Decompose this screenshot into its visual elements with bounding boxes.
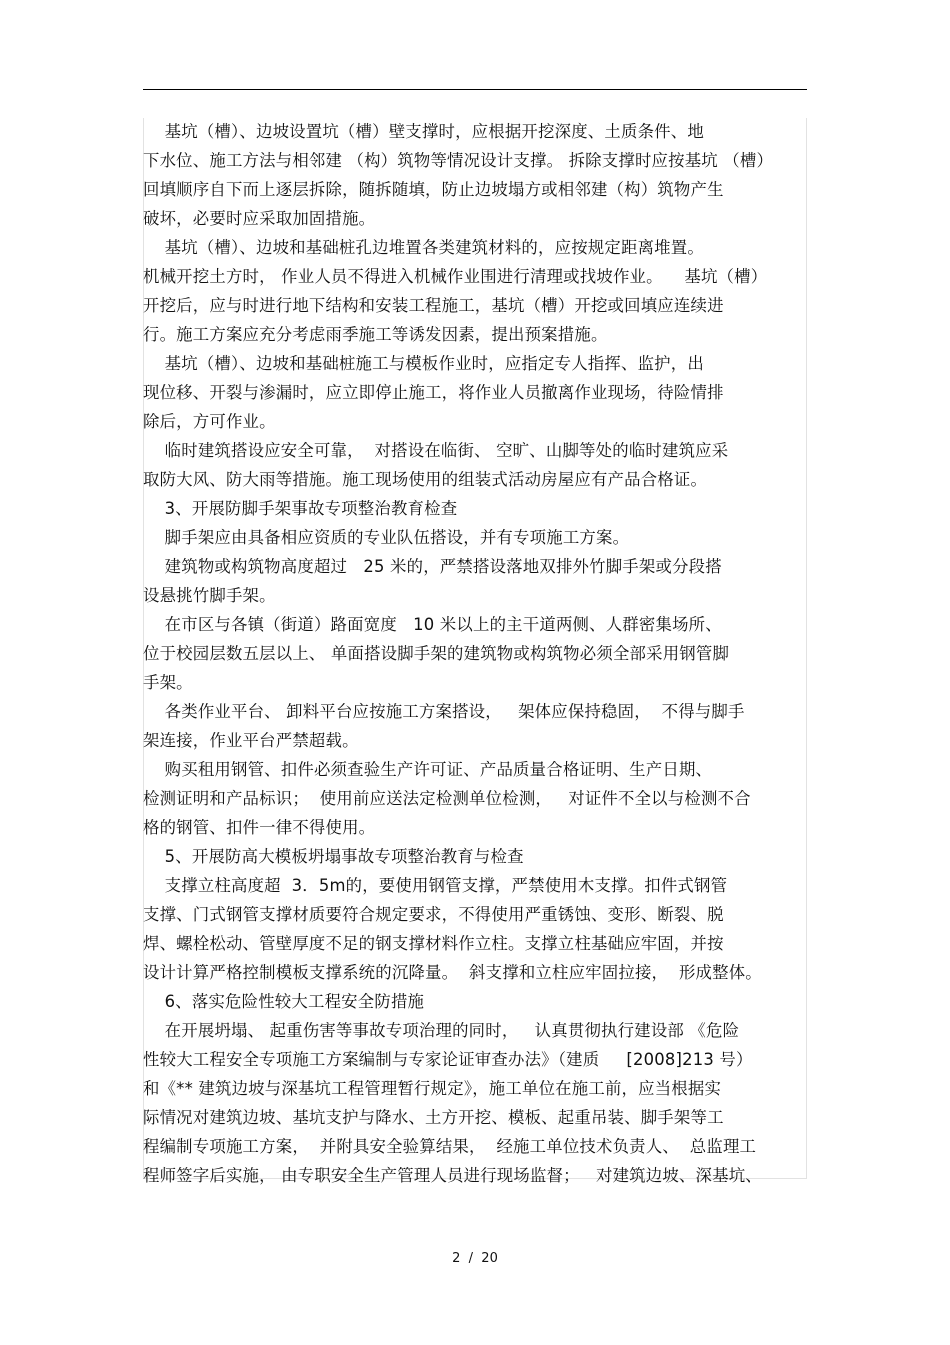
text-line: 建筑物或构筑物高度超过 25 米的，严禁搭设落地双排外竹脚手架或分段搭 (143, 557, 722, 576)
text-line: 行。施工方案应充分考虑雨季施工等诱发因素，提出预案措施。 (143, 325, 608, 344)
text-line: 基坑（槽）、边坡设置坑（槽）壁支撑时，应根据开挖深度、土质条件、地 (143, 122, 704, 141)
text-line: 回填顺序自下而上逐层拆除，随拆随填，防止边坡塌方或相邻建（构）筑物产生 (143, 180, 724, 199)
text-line: 检测证明和产品标识； 使用前应送法定检测单位检测， 对证件不全以与检测不合 (143, 789, 751, 808)
text-line: 5、开展防高大模板坍塌事故专项整治教育与检查 (143, 847, 524, 866)
text-line: 破坏，必要时应采取加固措施。 (143, 209, 376, 228)
text-line: 现位移、开裂与渗漏时，应立即停止施工，将作业人员撤离作业现场，待险情排 (143, 383, 724, 402)
text-line: 下水位、施工方法与相邻建 （构）筑物等情况设计支撑。 拆除支撑时应按基坑 （槽） (143, 151, 774, 170)
text-line: 临时建筑搭设应安全可靠， 对搭设在临街、 空旷、山脚等处的临时建筑应采 (143, 441, 729, 460)
text-line: 和《** 建筑边坡与深基坑工程管理暂行规定》，施工单位在施工前，应当根据实 (143, 1079, 722, 1098)
text-line: 焊、螺栓松动、管壁厚度不足的钢支撑材料作立柱。支撑立柱基础应牢固，并按 (143, 934, 724, 953)
text-line: 除后，方可作业。 (143, 412, 276, 431)
text-line: 购买租用钢管、扣件必须查验生产许可证、产品质量合格证明、生产日期、 (143, 760, 713, 779)
page-number: 2 / 20 (452, 1251, 498, 1266)
text-line: 程师签字后实施， 由专职安全生产管理人员进行现场监督； 对建筑边坡、深基坑、 (143, 1166, 762, 1185)
text-line: 支撑立柱高度超 3．5m的，要使用钢管支撑，严禁使用木支撑。扣件式钢管 (143, 876, 728, 895)
text-line: 性较大工程安全专项施工方案编制与专家论证审查办法》（建质 [2008]213 号） (143, 1050, 753, 1069)
text-line: 基坑（槽）、边坡和基础桩孔边堆置各类建筑材料的，应按规定距离堆置。 (143, 238, 704, 257)
text-line: 位于校园层数五层以上、 单面搭设脚手架的建筑物或构筑物必须全部采用钢管脚 (143, 644, 730, 663)
text-line: 基坑（槽）、边坡和基础桩施工与模板作业时，应指定专人指挥、监护，出 (143, 354, 704, 373)
text-line: 设悬挑竹脚手架。 (143, 586, 276, 605)
text-line: 手架。 (143, 673, 193, 692)
text-line: 在开展坍塌、 起重伤害等事故专项治理的同时， 认真贯彻执行建设部 《危险 (143, 1021, 740, 1040)
text-line: 架连接，作业平台严禁超载。 (143, 731, 359, 750)
text-line: 各类作业平台、 卸料平台应按施工方案搭设， 架体应保持稳固， 不得与脚手 (143, 702, 745, 721)
text-line: 取防大风、防大雨等措施。施工现场使用的组装式活动房屋应有产品合格证。 (143, 470, 708, 489)
document-body (143, 117, 813, 1190)
text-line: 3、开展防脚手架事故专项整治教育检查 (143, 499, 458, 518)
text-line: 6、落实危险性较大工程安全防措施 (143, 992, 425, 1011)
text-line: 支撑、门式钢管支撑材质要符合规定要求，不得使用严重锈蚀、变形、断裂、脱 (143, 905, 724, 924)
text-line: 开挖后，应与时进行地下结构和安装工程施工，基坑（槽）开挖或回填应连续进 (143, 296, 724, 315)
text-line: 设计计算严格控制模板支撑系统的沉降量。 斜支撑和立柱应牢固拉接， 形成整体。 (143, 963, 762, 982)
header-rule (143, 89, 807, 90)
text-line: 程编制专项施工方案， 并附具安全验算结果， 经施工单位技术负责人、 总监理工 (143, 1137, 757, 1156)
text-line: 机械开挖土方时， 作业人员不得进入机械作业围进行清理或找坡作业。 基坑（槽） (143, 267, 768, 286)
text-line: 脚手架应由具备相应资质的专业队伍搭设，并有专项施工方案。 (143, 528, 630, 547)
text-line: 在市区与各镇（街道）路面宽度 10 米以上的主干道两侧、人群密集场所、 (143, 615, 722, 634)
text-line: 格的钢管、扣件一律不得使用。 (143, 818, 376, 837)
text-line: 际情况对建筑边坡、基坑支护与降水、土方开挖、模板、起重吊装、脚手架等工 (143, 1108, 724, 1127)
